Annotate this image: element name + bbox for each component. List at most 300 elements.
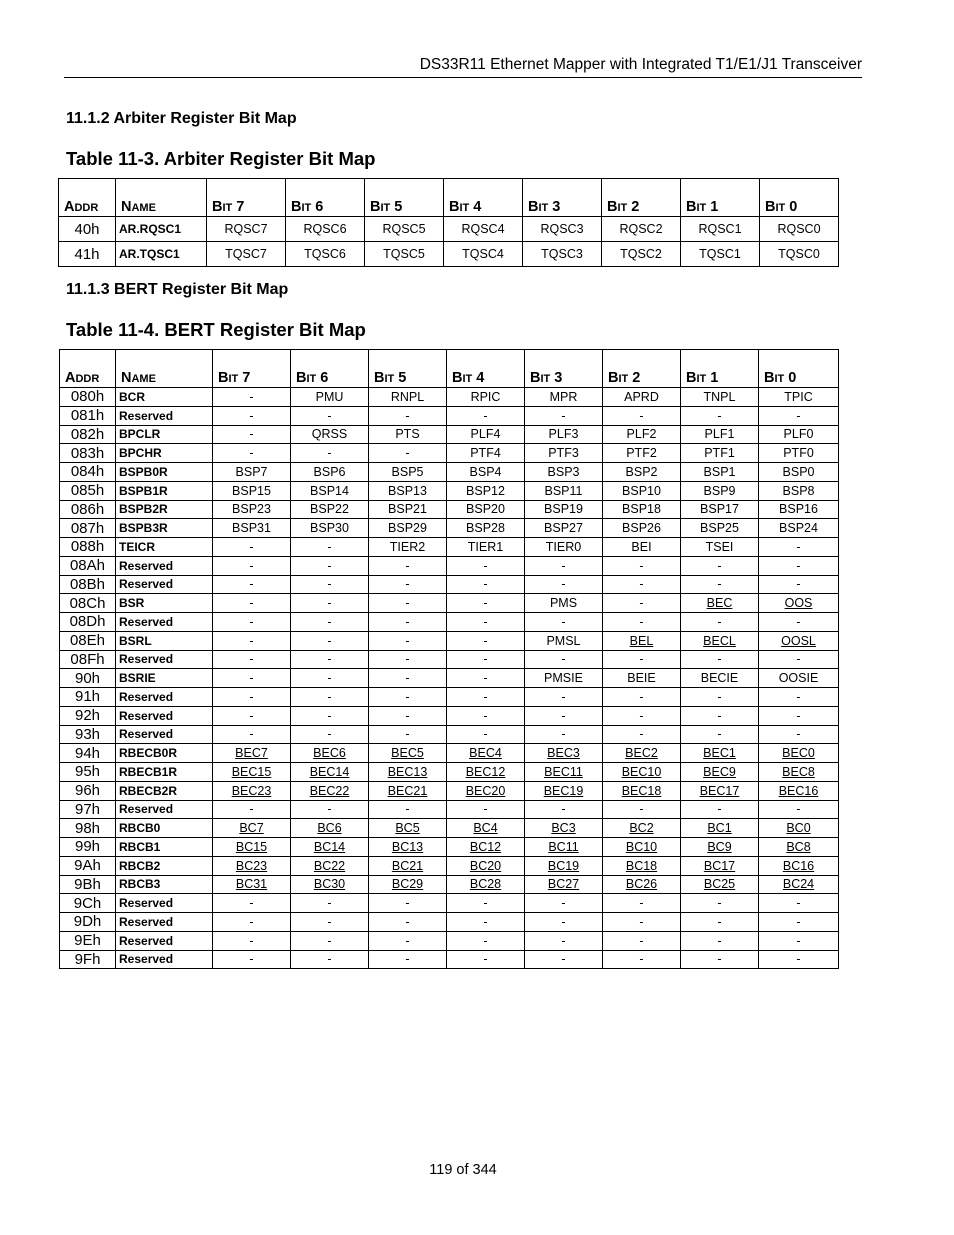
register-address: 90h [60,669,116,688]
bit-cell [369,781,447,800]
bit-value: - [249,952,254,967]
column-header-small: IT [618,373,629,385]
register-name: TEICR [116,538,213,557]
bit-cell [681,425,759,444]
column-header-num: 4 [472,370,485,386]
table-row [60,556,839,575]
bit-value: - [561,577,566,592]
bit-cell [207,242,286,267]
column-header [286,179,365,217]
bit-value: - [327,914,332,929]
table-row [60,500,839,519]
bit-value: - [717,689,722,704]
bit-value: TQSC0 [778,247,820,261]
bit-value: BSP10 [622,483,661,498]
bit-cell [369,613,447,632]
bit-cell [369,388,447,407]
bit-cell [447,481,525,500]
column-header [291,350,369,388]
bit-cell [213,894,291,913]
bit-value: - [405,802,410,817]
bit-cell [681,481,759,500]
bit-cell [759,781,839,800]
bit-value: - [327,802,332,817]
bit-cell [759,463,839,482]
bit-value: TQSC3 [541,247,583,261]
register-name: BSRL [116,631,213,650]
table-row [60,519,839,538]
bit-value: - [796,914,801,929]
column-header-num: 2 [627,199,640,215]
bit-value: - [405,596,410,611]
register-address: 95h [60,763,116,782]
column-header-small: IT [774,373,785,385]
bit-cell [603,575,681,594]
bit-cell [681,444,759,463]
bit-cell [447,669,525,688]
bit-value: - [405,633,410,648]
bit-value: BEC21 [387,783,428,798]
bit-cell [759,631,839,650]
bit-cell [525,875,603,894]
bit-value: BSP31 [232,521,271,536]
bit-value: - [639,577,644,592]
bit-value: TQSC1 [699,247,741,261]
bit-value: BSP13 [388,483,427,498]
bit-cell [759,744,839,763]
bit-cell [213,500,291,519]
table-row [60,631,839,650]
bit-value: BC21 [391,858,424,873]
page-header: DS33R11 Ethernet Mapper with Integrated T1/E1/J1 Transceiver [64,55,862,78]
bit-cell [681,725,759,744]
bit-cell [603,800,681,819]
table-row [60,650,839,669]
bit-value: - [796,408,801,423]
bit-cell [369,631,447,650]
arbiter-table-title: Table 11-3. Arbiter Register Bit Map [66,148,376,169]
bit-value: BSP17 [700,502,739,517]
bit-value: BEC1 [703,746,736,761]
bit-cell [447,500,525,519]
bit-value: BEI [631,539,652,554]
register-address: 08Eh [60,631,116,650]
bit-cell [291,913,369,932]
bit-cell [213,444,291,463]
arbiter-section-title: 11.1.2 Arbiter Register Bit Map [66,110,297,127]
table-row [60,950,839,969]
register-address: 9Fh [60,950,116,969]
bit-value: - [483,558,488,573]
column-header-cap: B [291,199,302,215]
bit-cell [213,519,291,538]
bit-value: BC9 [707,839,732,854]
bit-cell [291,556,369,575]
bit-cell [369,650,447,669]
bit-cell [447,894,525,913]
bit-value: BC29 [391,877,424,892]
bit-value: - [561,614,566,629]
bit-value: RQSC5 [382,222,426,236]
bit-value: - [796,896,801,911]
bit-value: BSP29 [388,521,427,536]
bit-value: BC0 [786,821,811,836]
bit-cell [525,519,603,538]
bit-value: - [796,558,801,573]
bit-cell [681,594,759,613]
table-row [60,669,839,688]
bit-cell [603,538,681,557]
bit-value: RNPL [390,389,425,404]
bit-cell [603,819,681,838]
register-name: BSPB0R [116,463,213,482]
bit-cell [603,631,681,650]
bit-value: BEL [629,633,654,648]
bit-value: - [717,577,722,592]
bit-value: - [483,689,488,704]
bit-cell [681,575,759,594]
bit-value: - [561,802,566,817]
bit-value: BEC4 [469,746,502,761]
bit-value: - [327,633,332,648]
bit-value: BSP7 [235,464,268,479]
register-address: 081h [60,406,116,425]
column-header-cap: B [212,199,223,215]
bit-value: - [639,689,644,704]
bit-value: PMSIE [544,671,583,686]
bit-value: - [561,689,566,704]
bit-cell [213,706,291,725]
bit-value: PLF4 [470,427,501,442]
bit-cell [213,931,291,950]
bit-cell [444,217,523,242]
bit-cell [369,725,447,744]
register-address: 92h [60,706,116,725]
bit-cell [213,594,291,613]
column-header [681,179,760,217]
bit-value: BC16 [782,858,815,873]
bit-cell [213,425,291,444]
column-header [116,350,213,388]
bit-cell [681,950,759,969]
bit-cell [681,631,759,650]
table-row [60,538,839,557]
register-name: BPCLR [116,425,213,444]
bit-value: TQSC4 [462,247,504,261]
column-header [759,350,839,388]
bit-cell [759,406,839,425]
column-header [116,179,207,217]
bit-cell [603,950,681,969]
bit-value: TNPL [703,389,736,404]
bit-value: - [327,671,332,686]
column-header-cap: B [764,370,775,386]
bit-value: - [249,896,254,911]
bit-value: BC2 [629,821,654,836]
bit-cell [213,838,291,857]
bit-cell [525,800,603,819]
bit-cell [369,800,447,819]
bit-cell [681,538,759,557]
bit-value: - [405,446,410,461]
bit-cell [523,217,602,242]
column-header-num: 6 [316,370,329,386]
register-name: Reserved [116,913,213,932]
bit-cell [369,481,447,500]
bit-value: - [796,802,801,817]
bit-cell [525,669,603,688]
bit-value: BEC14 [309,764,350,779]
register-address: 9Eh [60,931,116,950]
bit-cell [525,913,603,932]
bit-value: BC26 [625,877,658,892]
bit-cell [681,931,759,950]
bit-value: BC10 [625,839,658,854]
bit-value: - [249,558,254,573]
bit-value: - [405,689,410,704]
bit-value: BC27 [547,877,580,892]
bit-cell [291,950,369,969]
bit-cell [213,556,291,575]
bit-cell [759,838,839,857]
register-address: 08Ch [60,594,116,613]
bit-value: BC4 [473,821,498,836]
bit-cell [213,856,291,875]
bit-value: BEC23 [231,783,272,798]
bit-value: - [717,708,722,723]
table-row [60,406,839,425]
bit-cell [369,425,447,444]
bit-value: OOSIE [778,671,819,686]
bit-cell [369,950,447,969]
column-header [369,350,447,388]
table-row [60,425,839,444]
bit-value: - [249,914,254,929]
bit-cell [291,463,369,482]
bit-value: - [796,614,801,629]
table-header-row [59,179,839,217]
bit-value: - [249,539,254,554]
bit-cell [525,950,603,969]
bit-cell [447,800,525,819]
bit-value: - [796,539,801,554]
bit-cell [447,594,525,613]
bit-cell [447,519,525,538]
bit-value: PTF2 [626,446,657,461]
bit-value: - [796,652,801,667]
bit-value: - [561,652,566,667]
bit-value: BEIE [627,671,656,686]
bit-cell [447,538,525,557]
bit-cell [603,444,681,463]
bit-value: BSP28 [466,521,505,536]
register-address: 9Bh [60,875,116,894]
bit-cell [681,781,759,800]
bert-section-title: 11.1.3 BERT Register Bit Map [66,281,289,298]
bit-value: - [405,727,410,742]
bit-value: PLF1 [704,427,735,442]
column-header-cap: N [121,370,132,386]
column-header [207,179,286,217]
bit-value: BSP12 [466,483,505,498]
column-header-num: 4 [469,199,482,215]
bit-value: BEC16 [778,783,819,798]
bit-cell [759,669,839,688]
bit-cell [291,706,369,725]
column-header-small: IT [540,373,551,385]
bit-value: - [483,933,488,948]
column-header-cap: B [686,199,697,215]
bit-value: - [249,708,254,723]
bit-value: - [249,446,254,461]
bit-value: BSP15 [232,483,271,498]
column-header [525,350,603,388]
bit-value: - [405,558,410,573]
bit-cell [447,406,525,425]
column-header-num: 6 [311,199,324,215]
bit-cell [369,856,447,875]
bit-cell [525,894,603,913]
register-name: RBCB2 [116,856,213,875]
bit-value: - [405,952,410,967]
bit-value: - [639,652,644,667]
table-row [60,875,839,894]
bit-cell [291,931,369,950]
bit-cell [681,217,760,242]
bit-value: - [249,802,254,817]
register-name: RBECB2R [116,781,213,800]
bit-cell [602,217,681,242]
bit-cell [291,538,369,557]
bit-value: - [717,914,722,929]
register-name: Reserved [116,706,213,725]
bit-cell [369,463,447,482]
bit-value: BC24 [782,877,815,892]
bit-cell [447,856,525,875]
bit-value: BSP21 [388,502,427,517]
column-header-small: IT [228,373,239,385]
bit-cell [447,631,525,650]
arbiter-register-table [58,178,839,267]
bit-value: - [796,708,801,723]
bit-cell [213,800,291,819]
bit-cell [759,725,839,744]
bit-cell [447,819,525,838]
bit-cell [603,931,681,950]
bit-cell [207,217,286,242]
bit-cell [291,875,369,894]
bit-value: - [796,933,801,948]
bit-value: BC22 [313,858,346,873]
column-header-cap: B [528,199,539,215]
bit-cell [525,725,603,744]
bit-cell [447,763,525,782]
register-name: Reserved [116,950,213,969]
column-header-small: IT [775,202,786,214]
bit-cell [213,538,291,557]
bit-cell [525,931,603,950]
column-header-small: IT [696,373,707,385]
register-name: RBCB1 [116,838,213,857]
bit-cell [603,913,681,932]
bit-cell [681,650,759,669]
column-header-small: IT [384,373,395,385]
bit-cell [291,725,369,744]
bit-cell [681,519,759,538]
bit-cell [291,894,369,913]
bit-cell [525,406,603,425]
bit-cell [759,481,839,500]
bit-value: TIER1 [467,539,504,554]
bit-cell [603,650,681,669]
bit-value: - [405,652,410,667]
register-name: RBECB1R [116,763,213,782]
column-header-num: 0 [784,370,797,386]
bit-cell [291,519,369,538]
bit-cell [603,688,681,707]
bit-value: - [405,933,410,948]
register-address: 08Bh [60,575,116,594]
column-header-small: AME [131,202,156,214]
bit-cell [603,744,681,763]
bit-value: BC1 [707,821,732,836]
bit-cell [603,481,681,500]
column-header-num: 3 [550,370,563,386]
column-header-small: IT [462,373,473,385]
bit-cell [603,556,681,575]
register-address: 96h [60,781,116,800]
bit-value: BEC [706,596,733,611]
bit-value: - [483,952,488,967]
register-name: Reserved [116,650,213,669]
bit-cell [525,688,603,707]
bit-value: RQSC3 [540,222,584,236]
register-name: Reserved [116,931,213,950]
register-address: 08Fh [60,650,116,669]
bit-value: - [249,652,254,667]
table-row [60,819,839,838]
bit-cell [525,500,603,519]
register-address: 08Dh [60,613,116,632]
table-row [60,444,839,463]
bit-value: BC20 [469,858,502,873]
bit-cell [603,406,681,425]
bit-value: BSP30 [310,521,349,536]
register-name: BPCHR [116,444,213,463]
bit-value: PMSL [546,633,581,648]
bit-cell [603,613,681,632]
table-row [59,217,839,242]
column-header-cap: A [64,199,75,215]
bit-cell [291,744,369,763]
bit-cell [369,519,447,538]
bit-cell [525,838,603,857]
column-header-cap: B [374,370,385,386]
bit-value: RQSC6 [303,222,347,236]
bit-value: - [249,614,254,629]
column-header-small: IT [222,202,233,214]
bit-cell [525,481,603,500]
bit-value: BC13 [391,839,424,854]
bit-value: - [639,914,644,929]
bit-value: - [483,802,488,817]
bit-value: PTF3 [548,446,579,461]
register-name: Reserved [116,894,213,913]
column-header-num: 0 [785,199,798,215]
table-header-row [60,350,839,388]
bit-cell [681,913,759,932]
bit-cell [447,556,525,575]
